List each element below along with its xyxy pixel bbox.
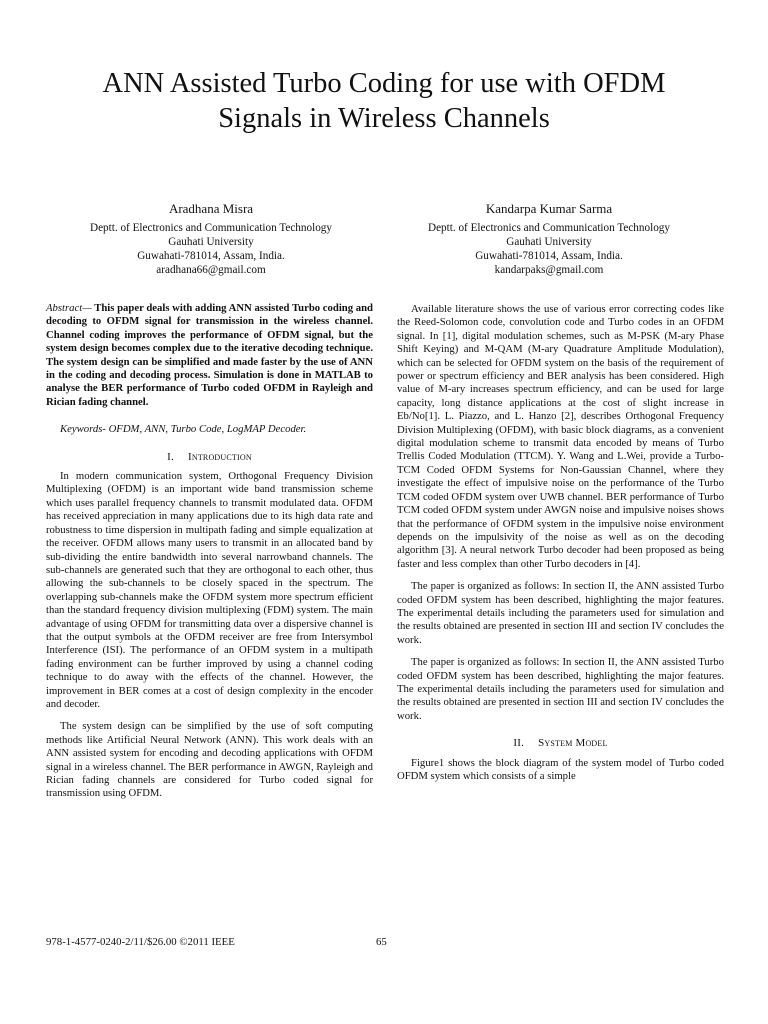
right-column [397, 303, 724, 783]
title-line-2: Signals in Wireless Channels [218, 103, 550, 134]
author-university: Gauhati University [168, 236, 254, 248]
abstract [46, 302, 373, 409]
body-paragraph: The paper is organized as follows: In section II, the ANN assisted Turbo coded OFDM system has been described, highlighting the major features. The experimental details including the parameters used for simulation and the results obtained are presented in section III and section IV concludes the work. [397, 580, 724, 646]
author-dept: Deptt. of Electronics and Communication Technology [90, 222, 332, 234]
body-paragraph: In modern communication system, Orthogonal Frequency Division Multiplexing (OFDM) is an important wide band transmission scheme which uses parallel frequency channels to transmit modulated data. OFDM has received appreciation in many applications due to its high data rate and robustness to time dispersion in multipath fading and simple equalization at the receiver. OFDM allows many users to transmit in an allocated band by sub-dividing the entire bandwidth into several narrowband channels. The sub-channels are generated such that they are orthogonal to each other, thus allowing the sub-channels to be closely spaced in the spectrum. The overlapping sub-channels make the OFDM system more spectrum efficient than the standard frequency division multiplexing (FDM) system. The main advantage of using OFDM for transmitting data over a dispersive channel is that the output symbols at the OFDM receiver are free from Intersymbol Interference (ISI). The performance of an OFDM system in a multipath fading environment can be further improved by using a channel coding technique to do away with the effects of the channel. However, the improvement in BER comes at a cost of design complexity in the encoder and decoder. [46, 470, 373, 710]
paper-title [40, 66, 728, 136]
author-block-2 [399, 200, 699, 277]
abstract-body: This paper deals with adding ANN assisted Turbo coding and decoding to OFDM signal for transmission in the wireless channel. Channel coding improves the performance of OFDM signal, but the system design becomes complex due to the iterative decoding technique. The system design can be simplified and made faster by the use of ANN in the coding and decoding process. Simulation is done in MATLAB to analyse the BER performance of Turbo coded OFDM in Rayleigh and Rician fading channel. [46, 302, 373, 408]
author-dept: Deptt. of Electronics and Communication Technology [428, 222, 670, 234]
body-paragraph: Figure1 shows the block diagram of the system model of Turbo coded OFDM system which consists of a simple [397, 756, 724, 782]
section-number: II. [513, 737, 525, 750]
section-title: Introduction [187, 450, 252, 463]
author-name: Kandarpa Kumar Sarma [485, 201, 613, 216]
author-email: kandarpaks@gmail.com [494, 264, 604, 276]
body-paragraph: Available literature shows the use of various error correcting codes like the Reed-Solomon code, convolution code and Turbo codes in an OFDM signal. In [1], digital modulation schemes, such as M-PSK (M-ary Phase Shift Keying) and M-QAM (M-ary Quadrature Amplitude Modulation), which can be selected for OFDM system on the basis of the requirement of power or spectrum efficiency and BER analysis has been considered. High value of M-ary increases spectrum efficiency, and can be used for large capacity, long distance applications at the cost of slight increase in Eb/No[1]. L. Piazzo, and L. Hanzo [2], describes Orthogonal Frequency Division Multiplexing (OFDM), with basic block diagrams, as a convenient digital modulation scheme to transmit data encoded by means of Turbo Trellis Coded Modulation (TTCM). Y. Wang and L.Wei, provide a Turbo-TCM Coded OFDM Systems for Non-Gaussian Channel, where they investigate the effect of impulsive noise on the performance of the Turbo TCM coded OFDM system over UWB channel. BER performance of Turbo TCM coded OFDM system under AWGN noise and impulsive noises shows that the performance of OFDM system in the impulsive noise environment depends on the impulsivity of the noise as well as on the decoding algorithm [3]. A neural network Turbo decoder had been proposed as being faster and less complex than other Turbo decoders in [4]. [397, 303, 724, 570]
author-name: Aradhana Misra [168, 201, 254, 216]
body-paragraph: The system design can be simplified by the use of soft computing methods like Artificial Neural Network (ANN). This work deals with an ANN assisted system for encoding and decoding applications with OFDM signal in a wireless channel. The BER performance in AWGN, Rayleigh and Rician fading channels are considered for Turbo coded signal for transmission using OFDM. [46, 720, 373, 800]
section-title: System Model [538, 737, 608, 750]
section-heading-system-model [397, 737, 724, 750]
keywords: Keywords- OFDM, ANN, Turbo Code, LogMAP Decoder. [60, 423, 307, 436]
author-address: Guwahati-781014, Assam, India. [137, 250, 285, 262]
page-number: 65 [376, 936, 387, 948]
section-number: I. [167, 450, 174, 463]
author-email: aradhana66@gmail.com [156, 264, 266, 276]
footer-isbn: 978-1-4577-0240-2/11/$26.00 ©2011 IEEE [46, 936, 235, 948]
author-address: Guwahati-781014, Assam, India. [475, 250, 623, 262]
author-block-1 [61, 200, 361, 277]
title-line-1: ANN Assisted Turbo Coding for use with OFDM [102, 68, 666, 99]
body-paragraph: The paper is organized as follows: In section II, the ANN assisted Turbo coded OFDM system has been described, highlighting the major features. The experimental details including the parameters used for simulation and the results obtained are presented in section III and section IV concludes the work. [397, 656, 724, 722]
author-university: Gauhati University [506, 236, 592, 248]
abstract-lead: Abstract— [46, 302, 92, 314]
section-heading-introduction [46, 451, 373, 464]
left-column [46, 302, 373, 801]
